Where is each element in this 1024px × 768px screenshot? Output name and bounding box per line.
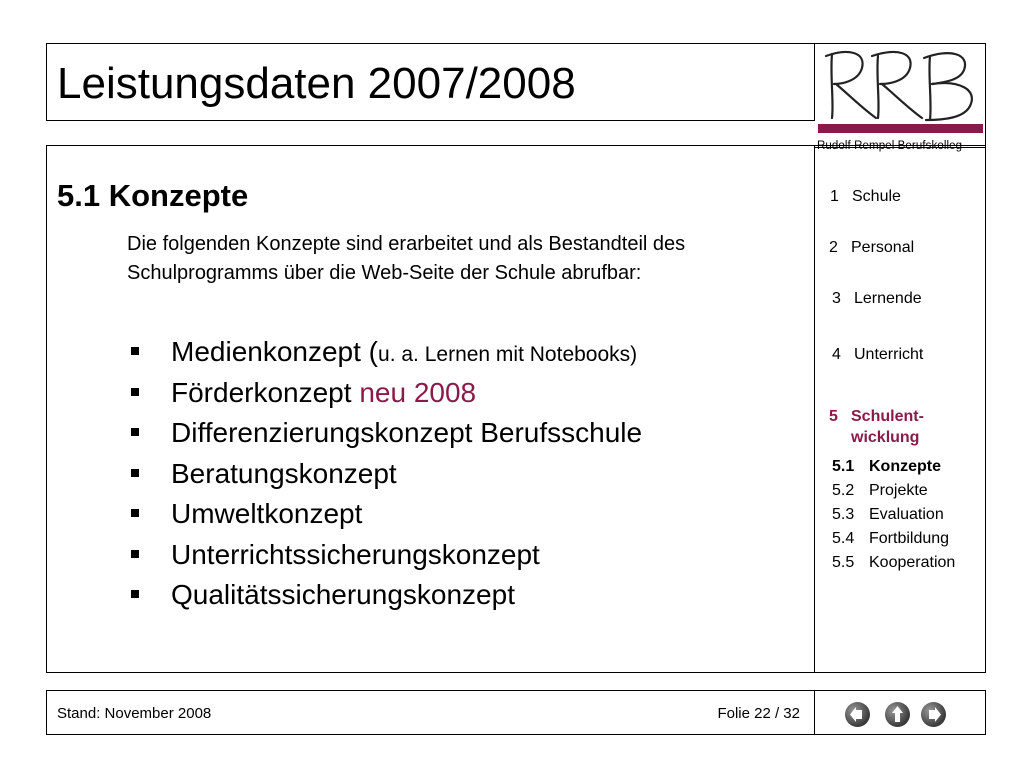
logo-letters [818,46,983,136]
concept-list [129,334,642,618]
forward-arrow-icon[interactable] [921,702,946,727]
list-item: Differenzierungskonzept Berufsschule [129,415,642,456]
back-arrow-icon[interactable] [845,702,870,727]
section-nav [815,145,986,673]
bullet-icon [131,428,139,436]
list-item: Medienkonzept (u. a. Lernen mit Notebooks) [129,334,642,375]
list-item: Beratungskonzept [129,456,642,497]
footer-bar [46,690,815,735]
up-arrow-icon[interactable] [885,702,910,727]
intro-text: Die folgenden Konzepte sind erarbeitet und als Bestandteil des Schulprogramms über die Web-Seite der Schule abrufbar: [127,233,686,284]
section-heading: 5.1 Konzepte [57,178,249,213]
nav-subitem-fortbildung[interactable]: 5.4 Fortbildung [832,530,950,547]
logo-box [815,43,986,152]
nav-item-schulentwicklung[interactable]: 5 Schulent- wicklung [829,408,924,446]
bullet-icon [131,590,139,598]
slide-counter: Folie 22 / 32 [717,705,800,722]
bullet-icon [131,509,139,517]
nav-subitem-kooperation[interactable]: 5.5 Kooperation [832,554,956,571]
list-item: Unterrichtssicherungskonzept [129,537,642,578]
nav-subitem-projekte[interactable]: 5.2 Projekte [832,482,928,499]
nav-subitem-evaluation[interactable]: 5.3 Evaluation [832,506,944,523]
title-box [46,43,815,121]
bullet-icon [131,347,139,355]
logo-subtitle: Rudolf Rempel Berufskolleg [817,140,963,152]
footer-date: Stand: November 2008 [57,705,212,722]
nav-item-unterricht[interactable]: 4 Unterricht [832,346,924,363]
content-area [46,145,815,673]
list-item: Förderkonzept neu 2008 [129,375,642,416]
bullet-icon [131,388,139,396]
nav-item-personal[interactable]: 2 Personal [829,239,915,256]
bullet-icon [131,550,139,558]
nav-item-schule[interactable]: 1 Schule [830,188,901,205]
nav-subitem-konzepte[interactable]: 5.1 Konzepte [832,458,941,475]
page-title: Leistungsdaten 2007/2008 [57,59,576,108]
list-item: Umweltkonzept [129,496,642,537]
footer-nav [815,690,986,735]
nav-item-lernende[interactable]: 3 Lernende [832,290,922,307]
list-item: Qualitätssicherungskonzept [129,577,642,618]
bullet-icon [131,469,139,477]
